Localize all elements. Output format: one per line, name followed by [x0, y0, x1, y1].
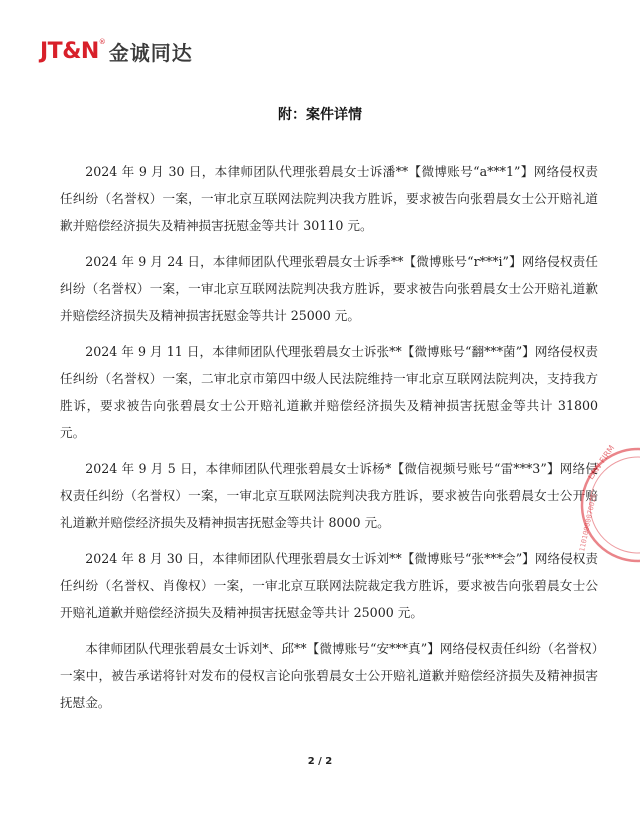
firm-name: 金诚同达	[108, 40, 193, 65]
case-paragraph: 2024 年 9 月 5 日，本律师团队代理张碧晨女士诉杨*【微信视频号账号“雷***3”】网络侵权责任纠纷（名誉权）一案，一审北京互联网法院判决我方胜诉，要求被告向张碧晨女士公开赔礼道歉并赔偿经济损失及精神损害抚慰金等共计 8000 元。	[60, 461, 598, 530]
law-firm-seal	[578, 440, 640, 570]
firm-logo: JT&N	[40, 38, 99, 64]
page-number: 2 / 2	[307, 756, 333, 767]
case-details	[60, 158, 598, 725]
page-title: 附：案件详情	[278, 107, 362, 123]
case-paragraph: 2024 年 9 月 30 日，本律师团队代理张碧晨女士诉潘**【微博账号“a***1”】网络侵权责任纠纷（名誉权）一案，一审北京互联网法院判决我方胜诉，要求被告向张碧晨女士公开赔礼道歉并赔偿经济损失及精神损害抚慰金等共计 30110 元。	[60, 164, 598, 233]
case-paragraph: 2024 年 9 月 24 日，本律师团队代理张碧晨女士诉季**【微博账号“r***i”】网络侵权责任纠纷（名誉权）一案，一审北京互联网法院判决我方胜诉，要求被告向张碧晨女士公开赔礼道歉并赔偿经济损失及精神损害抚慰金等共计 25000 元。	[60, 254, 598, 323]
registered-mark: ®	[98, 38, 106, 46]
case-paragraph: 2024 年 8 月 30 日，本律师团队代理张碧晨女士诉刘**【微博账号“张***会”】网络侵权责任纠纷（名誉权、肖像权）一案，一审北京互联网法院裁定我方胜诉，要求被告向张碧晨女士公开赔礼道歉并赔偿经济损失及精神损害抚慰金等共计 25000 元。	[60, 551, 598, 620]
case-paragraph: 2024 年 9 月 11 日，本律师团队代理张碧晨女士诉张**【微博账号“翻***菌”】网络侵权责任纠纷（名誉权）一案，二审北京市第四中级人民法院维持一审北京互联网法院判决，支持我方胜诉，要求被告向张碧晨女士公开赔礼道歉并赔偿经济损失及精神损害抚慰金等共计 31800 元。	[60, 344, 598, 440]
firm-header	[40, 36, 193, 66]
case-paragraph: 本律师团队代理张碧晨女士诉刘*、邱**【微博账号“安***真”】网络侵权责任纠纷（名誉权）一案中，被告承诺将针对发布的侵权言论向张碧晨女士公开赔礼道歉并赔偿经济损失及精神损害抚慰金。	[60, 641, 598, 710]
seal-text: LAW FIRM	[586, 443, 617, 482]
seal-number: 11010000070026	[578, 493, 599, 553]
